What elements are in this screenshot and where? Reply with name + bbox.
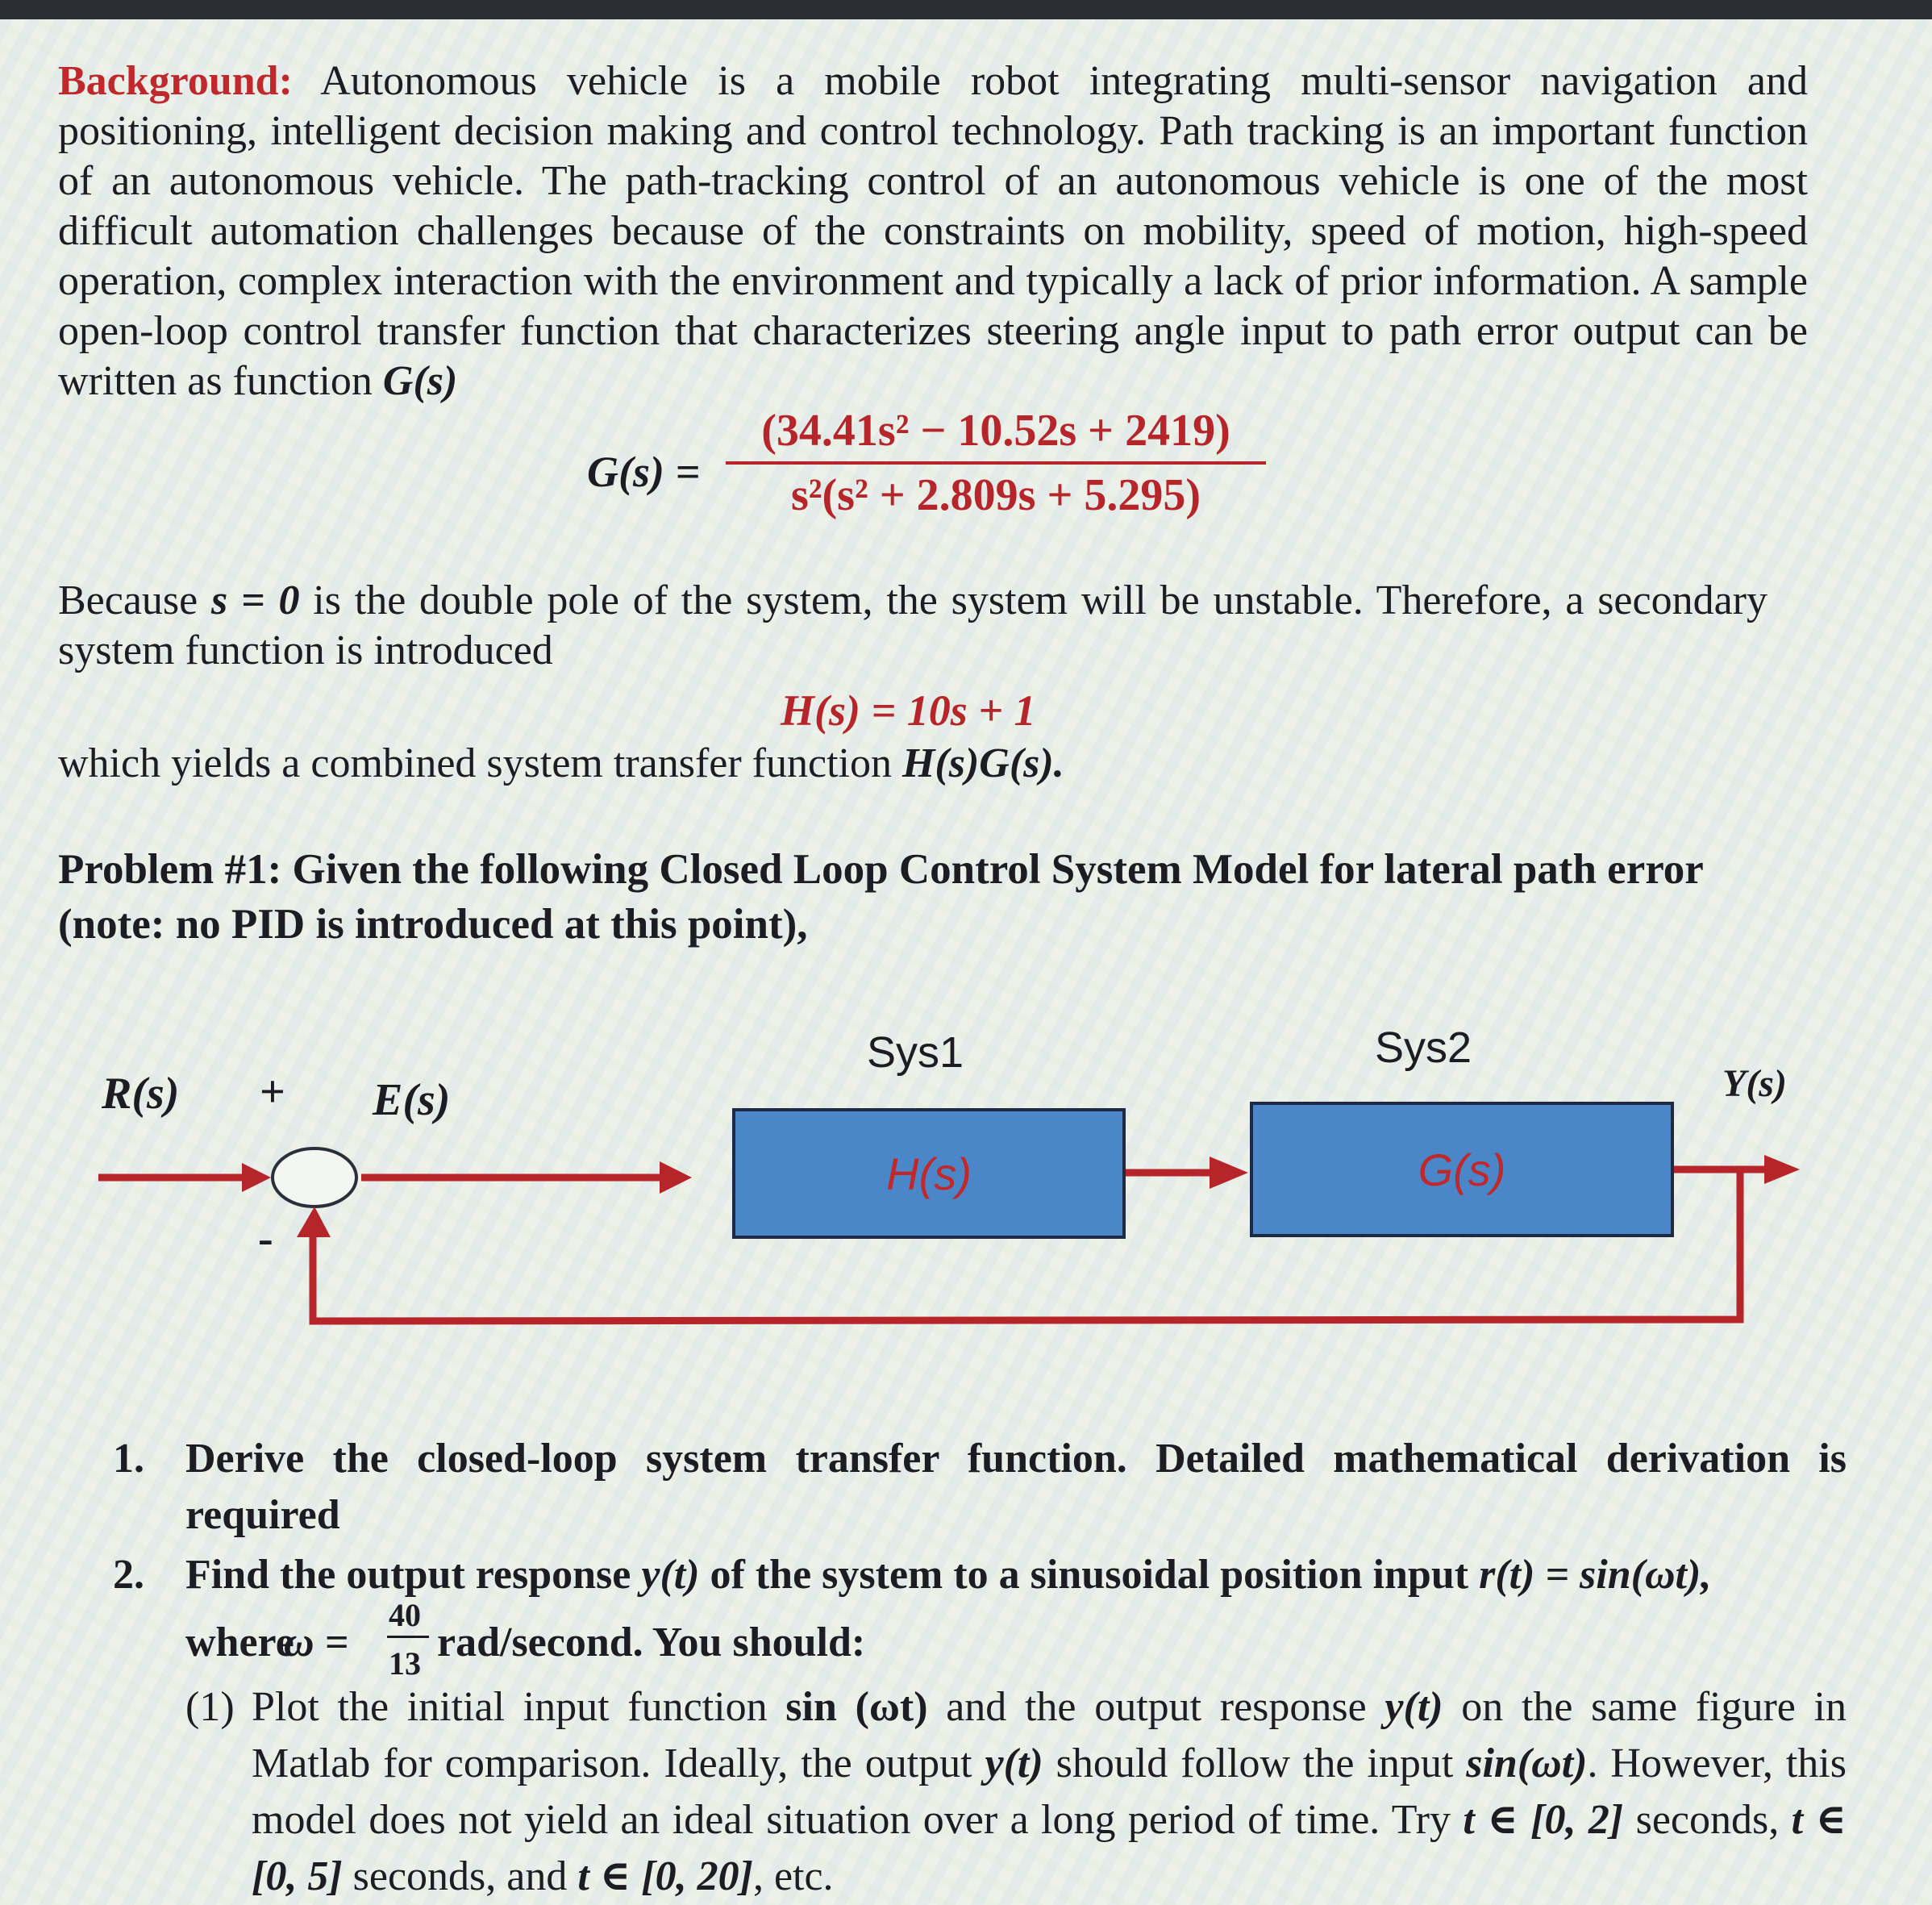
question-2-text-c: where (185, 1619, 294, 1665)
question-list (113, 1431, 1847, 1905)
sub-math-a: sin (ωt) (785, 1684, 928, 1730)
equation-g-numerator: (34.41s² − 10.52s + 2419) (761, 406, 1230, 456)
question-2-sub-number: (1) (185, 1684, 235, 1730)
input-arrowhead (242, 1163, 271, 1192)
question-2-text (185, 1547, 1847, 1603)
question-2-text-d: rad/second. You should: (437, 1619, 866, 1665)
question-2-math-r: r(t) = sin(ωt), (1479, 1552, 1712, 1598)
input-label: R(s) (102, 1069, 180, 1119)
sub-text-d: should follow the input (1043, 1740, 1467, 1786)
block-sys1 (732, 1108, 1126, 1239)
question-1-number: 1. (113, 1436, 144, 1482)
sys2-label: Sys2 (1375, 1023, 1472, 1072)
block-sys2-label: G(s) (1418, 1144, 1506, 1195)
question-2-number: 2. (113, 1552, 144, 1598)
block-sys1-label: H(s) (886, 1148, 972, 1199)
block-diagram (0, 971, 1932, 1390)
problem-heading (58, 842, 1751, 952)
combined-text: which yields a combined system transfer function (58, 740, 902, 786)
sys1-label: Sys1 (867, 1028, 964, 1077)
sub-text-c: on the same figure in Matlab for comparison. Ideally, the output (252, 1684, 1847, 1786)
summing-junction (273, 1148, 356, 1207)
equation-g-fraction-bar (726, 461, 1266, 465)
equation-h: H(s) = 10s + 1 (781, 686, 1036, 735)
question-2-text-b: of the system to a sinusoidal position input (699, 1552, 1480, 1598)
sub-text-b: and the output response (927, 1684, 1385, 1730)
error-label: E(s) (373, 1075, 451, 1125)
minus-sign: - (258, 1214, 273, 1264)
sub-text-h: , etc. (752, 1853, 834, 1899)
problem-line-1: Problem #1: Given the following Closed Loop Control System Model for lateral path error (58, 846, 1704, 893)
sub-math-g: t ∈ [0, 20] (577, 1853, 753, 1899)
secondary-text-b: is the double pole of the system, the system will be unstable. Therefore, a secondary system function is introduced (58, 577, 1768, 673)
equation-g-denominator: s²(s² + 2.809s + 5.295) (790, 470, 1201, 520)
equation-g-lhs: G(s) = (587, 448, 701, 496)
sub-text-e: . However, this model does not yield an ideal situation over a long period of time. Try (252, 1740, 1847, 1843)
question-2-omega-line (185, 1597, 1847, 1682)
background-paragraph (58, 56, 1808, 406)
sub-math-b: y(t) (1384, 1684, 1443, 1730)
question-2-frac-den: 13 (389, 1645, 421, 1682)
block-sys2 (1250, 1102, 1674, 1237)
sub-math-f: t ∈ [0, 5] (252, 1797, 1847, 1899)
sub-math-c: y(t) (985, 1740, 1043, 1786)
sub-math-e: t ∈ [0, 2] (1463, 1797, 1624, 1843)
secondary-math: s = 0 (211, 577, 300, 623)
secondary-paragraph (58, 576, 1768, 676)
background-text: Autonomous vehicle is a mobile robot integrating multi-sensor navigation and positioning, intelligent decision making and control technology. Path tracking is an important function of an autonomous vehicle. The path-tracking control of an autonomous vehicle is one of the most difficult automation challenges because of the constraints on mobility, speed of motion, high-speed operation, complex interaction with the environment and typically a lack of prior information. A sample open-loop control transfer function that characterizes steering angle input to path error output can be written as function (58, 58, 1808, 404)
question-1-text: Derive the closed-loop system transfer function. Detailed mathematical derivation is required (185, 1436, 1847, 1538)
sub-text-g: seconds, and (342, 1853, 578, 1899)
top-bezel (0, 0, 1932, 19)
question-2-math-omega: ω = (284, 1619, 349, 1665)
background-function-g: G(s) (382, 358, 458, 404)
question-2-frac-num: 40 (389, 1597, 421, 1633)
sub-math-d: sin(ωt) (1466, 1740, 1588, 1786)
combined-paragraph (58, 739, 1808, 789)
question-1 (113, 1431, 1847, 1544)
error-arrowhead (660, 1161, 692, 1194)
document-page (0, 19, 1932, 1905)
sub-text-a: Plot the initial input function (252, 1684, 786, 1730)
secondary-text-a: Because (58, 577, 212, 623)
problem-line-2: (note: no PID is introduced at this point), (58, 901, 808, 948)
question-2-sub-1 (185, 1679, 1847, 1905)
combined-math: H(s)G(s). (901, 740, 1064, 786)
output-label: Y(s) (1722, 1062, 1787, 1105)
link-arrowhead (1210, 1157, 1248, 1189)
sub-text-f: seconds, (1623, 1797, 1792, 1843)
output-arrowhead (1764, 1155, 1800, 1184)
question-2-text-a: Find the output response (185, 1552, 642, 1598)
feedback-arrowhead (297, 1207, 331, 1237)
plus-sign: + (260, 1067, 285, 1117)
question-2 (113, 1547, 1847, 1905)
question-2-math-y: y(t) (641, 1552, 700, 1598)
background-label: Background: (58, 58, 293, 104)
